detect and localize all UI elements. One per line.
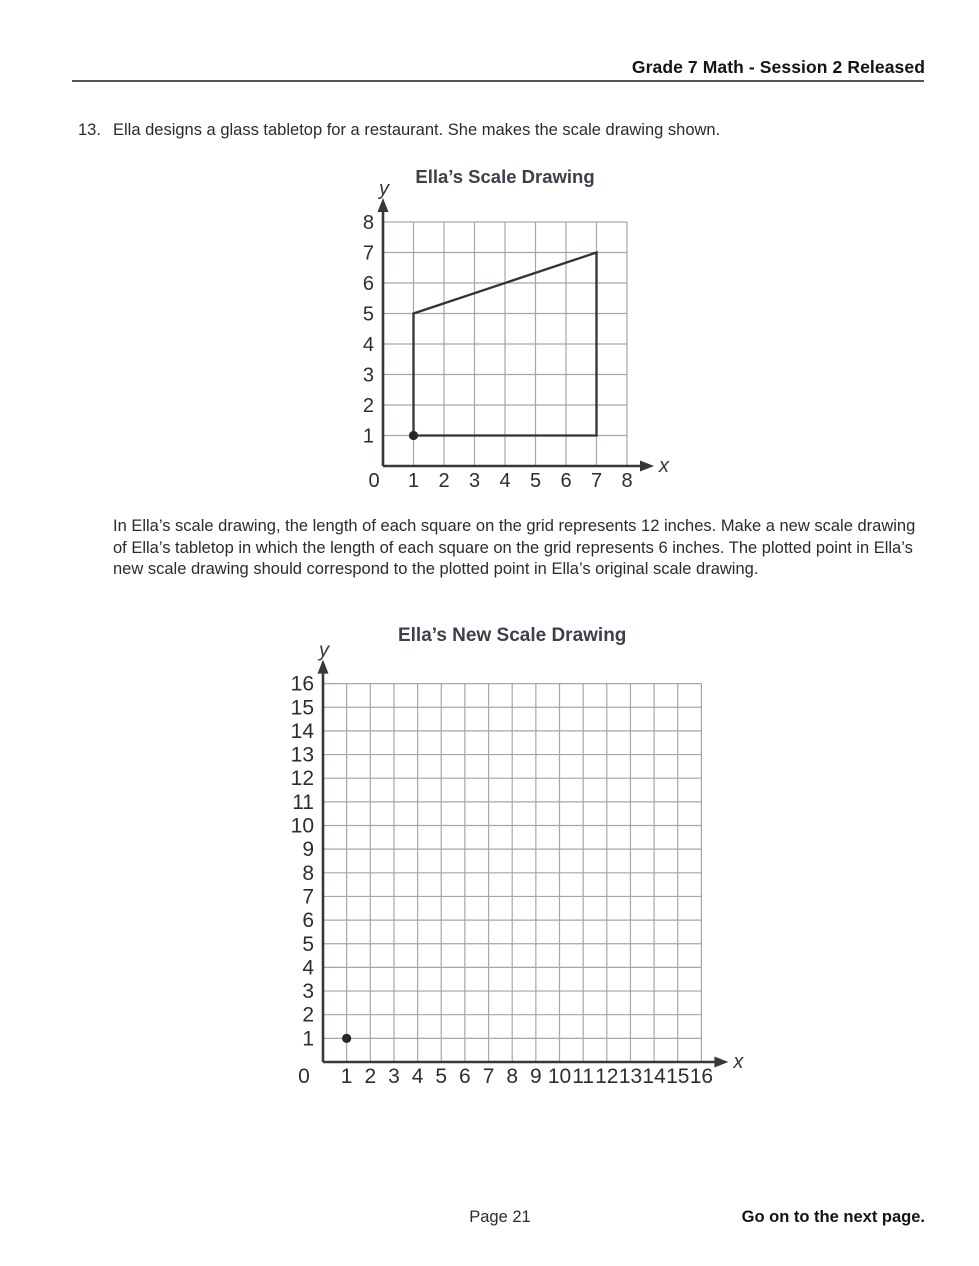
- x-tick-label: 2: [364, 1065, 377, 1088]
- grid-lines: [383, 222, 627, 466]
- y-axis-label: y: [379, 178, 389, 200]
- y-axis-label: y: [319, 639, 329, 662]
- x-axis-label: x: [733, 1051, 744, 1073]
- y-tick-label: 15: [290, 696, 314, 720]
- y-tick-label: 4: [302, 956, 314, 980]
- y-axis-arrow-icon: [318, 660, 329, 674]
- header-rule: [72, 80, 924, 82]
- x-tick-label: 11: [572, 1065, 595, 1088]
- question-text: Ella designs a glass tabletop for a restaurant. She makes the scale drawing shown.: [113, 121, 721, 139]
- x-tick-label: 5: [435, 1065, 448, 1088]
- x-tick-label: 6: [560, 470, 572, 492]
- chart-title: Ella’s New Scale Drawing: [397, 625, 627, 646]
- y-tick-label: 2: [362, 395, 374, 417]
- y-tick-label: 16: [290, 672, 314, 696]
- x-tick-label: 16: [689, 1065, 714, 1088]
- plotted-point: [409, 431, 418, 440]
- y-tick-label: 7: [362, 242, 374, 265]
- axes: [323, 671, 719, 1062]
- x-tick-label: 5: [529, 470, 542, 492]
- x-tick-label: 3: [468, 470, 481, 492]
- header-title: Grade 7 Math - Session 2 Released: [631, 57, 925, 77]
- y-tick-label: 5: [302, 932, 314, 956]
- x-tick-label: 7: [590, 470, 603, 492]
- x-tick-label: 3: [388, 1065, 400, 1088]
- y-tick-label: 1: [302, 1027, 314, 1051]
- axes: [383, 209, 645, 466]
- chart-title: Ella’s Scale Drawing: [415, 166, 595, 187]
- page-number: Page 21: [469, 1208, 531, 1226]
- y-tick-label: 4: [362, 334, 374, 356]
- new-scale-drawing-answer-grid: [265, 616, 755, 1106]
- x-tick-label: 14: [642, 1065, 666, 1088]
- x-tick-label: 8: [621, 470, 633, 492]
- x-tick-label: 15: [666, 1065, 690, 1088]
- x-tick-label: 6: [459, 1065, 471, 1088]
- y-tick-label: 5: [362, 303, 374, 326]
- y-tick-label: 14: [290, 719, 314, 743]
- plotted-point: [342, 1034, 351, 1043]
- original-scale-drawing-chart: [325, 155, 685, 510]
- y-tick-label: 6: [302, 909, 314, 933]
- x-tick-label: 8: [506, 1065, 519, 1088]
- instructions-text: In Ella’s scale drawing, the length of each square on the grid represents 12 inches. Make a new scale drawing of Ella’s tabletop in which the length of each square on the grid represents 6 inches. The plotted point in Ella’s new scale drawing should correspond to the plotted point in Ella’s original scale drawing.: [113, 517, 916, 578]
- x-tick-label: 9: [530, 1065, 542, 1088]
- y-tick-label: 7: [302, 885, 314, 909]
- x-tick-label: 1: [407, 470, 420, 492]
- x-tick-labels: [298, 1065, 713, 1088]
- y-tick-label: 9: [302, 838, 314, 862]
- y-tick-label: 3: [302, 980, 314, 1004]
- y-tick-label: 12: [290, 767, 314, 791]
- y-tick-labels: [291, 673, 315, 1051]
- question: [78, 120, 924, 141]
- y-tick-label: 10: [290, 814, 314, 838]
- grid-lines: [323, 684, 701, 1062]
- y-tick-label: 8: [362, 212, 374, 234]
- x-tick-label: 4: [411, 1065, 424, 1088]
- x-tick-label: 0: [368, 470, 380, 492]
- x-tick-label: 4: [499, 470, 511, 492]
- x-axis-arrow-icon: [714, 1057, 728, 1068]
- x-axis-label: x: [659, 455, 669, 477]
- x-tick-label: 7: [482, 1065, 495, 1088]
- x-tick-label: 13: [618, 1065, 643, 1088]
- x-axis-arrow-icon: [640, 461, 654, 472]
- x-tick-labels: [368, 470, 632, 492]
- next-page-label: Go on to the next page.: [741, 1208, 925, 1226]
- x-tick-label: 12: [595, 1065, 619, 1088]
- y-tick-label: 1: [362, 425, 374, 448]
- x-tick-label: 2: [438, 470, 450, 492]
- y-tick-label: 8: [302, 861, 314, 885]
- y-tick-label: 2: [302, 1003, 314, 1027]
- y-tick-label: 13: [290, 743, 314, 767]
- x-tick-label: 1: [340, 1065, 353, 1088]
- y-axis-arrow-icon: [378, 198, 389, 212]
- y-tick-labels: [363, 212, 374, 448]
- x-tick-label: 10: [547, 1065, 572, 1088]
- question-number: 13.: [78, 121, 101, 139]
- y-tick-label: 3: [362, 364, 374, 387]
- y-tick-label: 11: [292, 790, 314, 814]
- x-tick-label: 0: [298, 1065, 310, 1088]
- y-tick-label: 6: [362, 273, 374, 295]
